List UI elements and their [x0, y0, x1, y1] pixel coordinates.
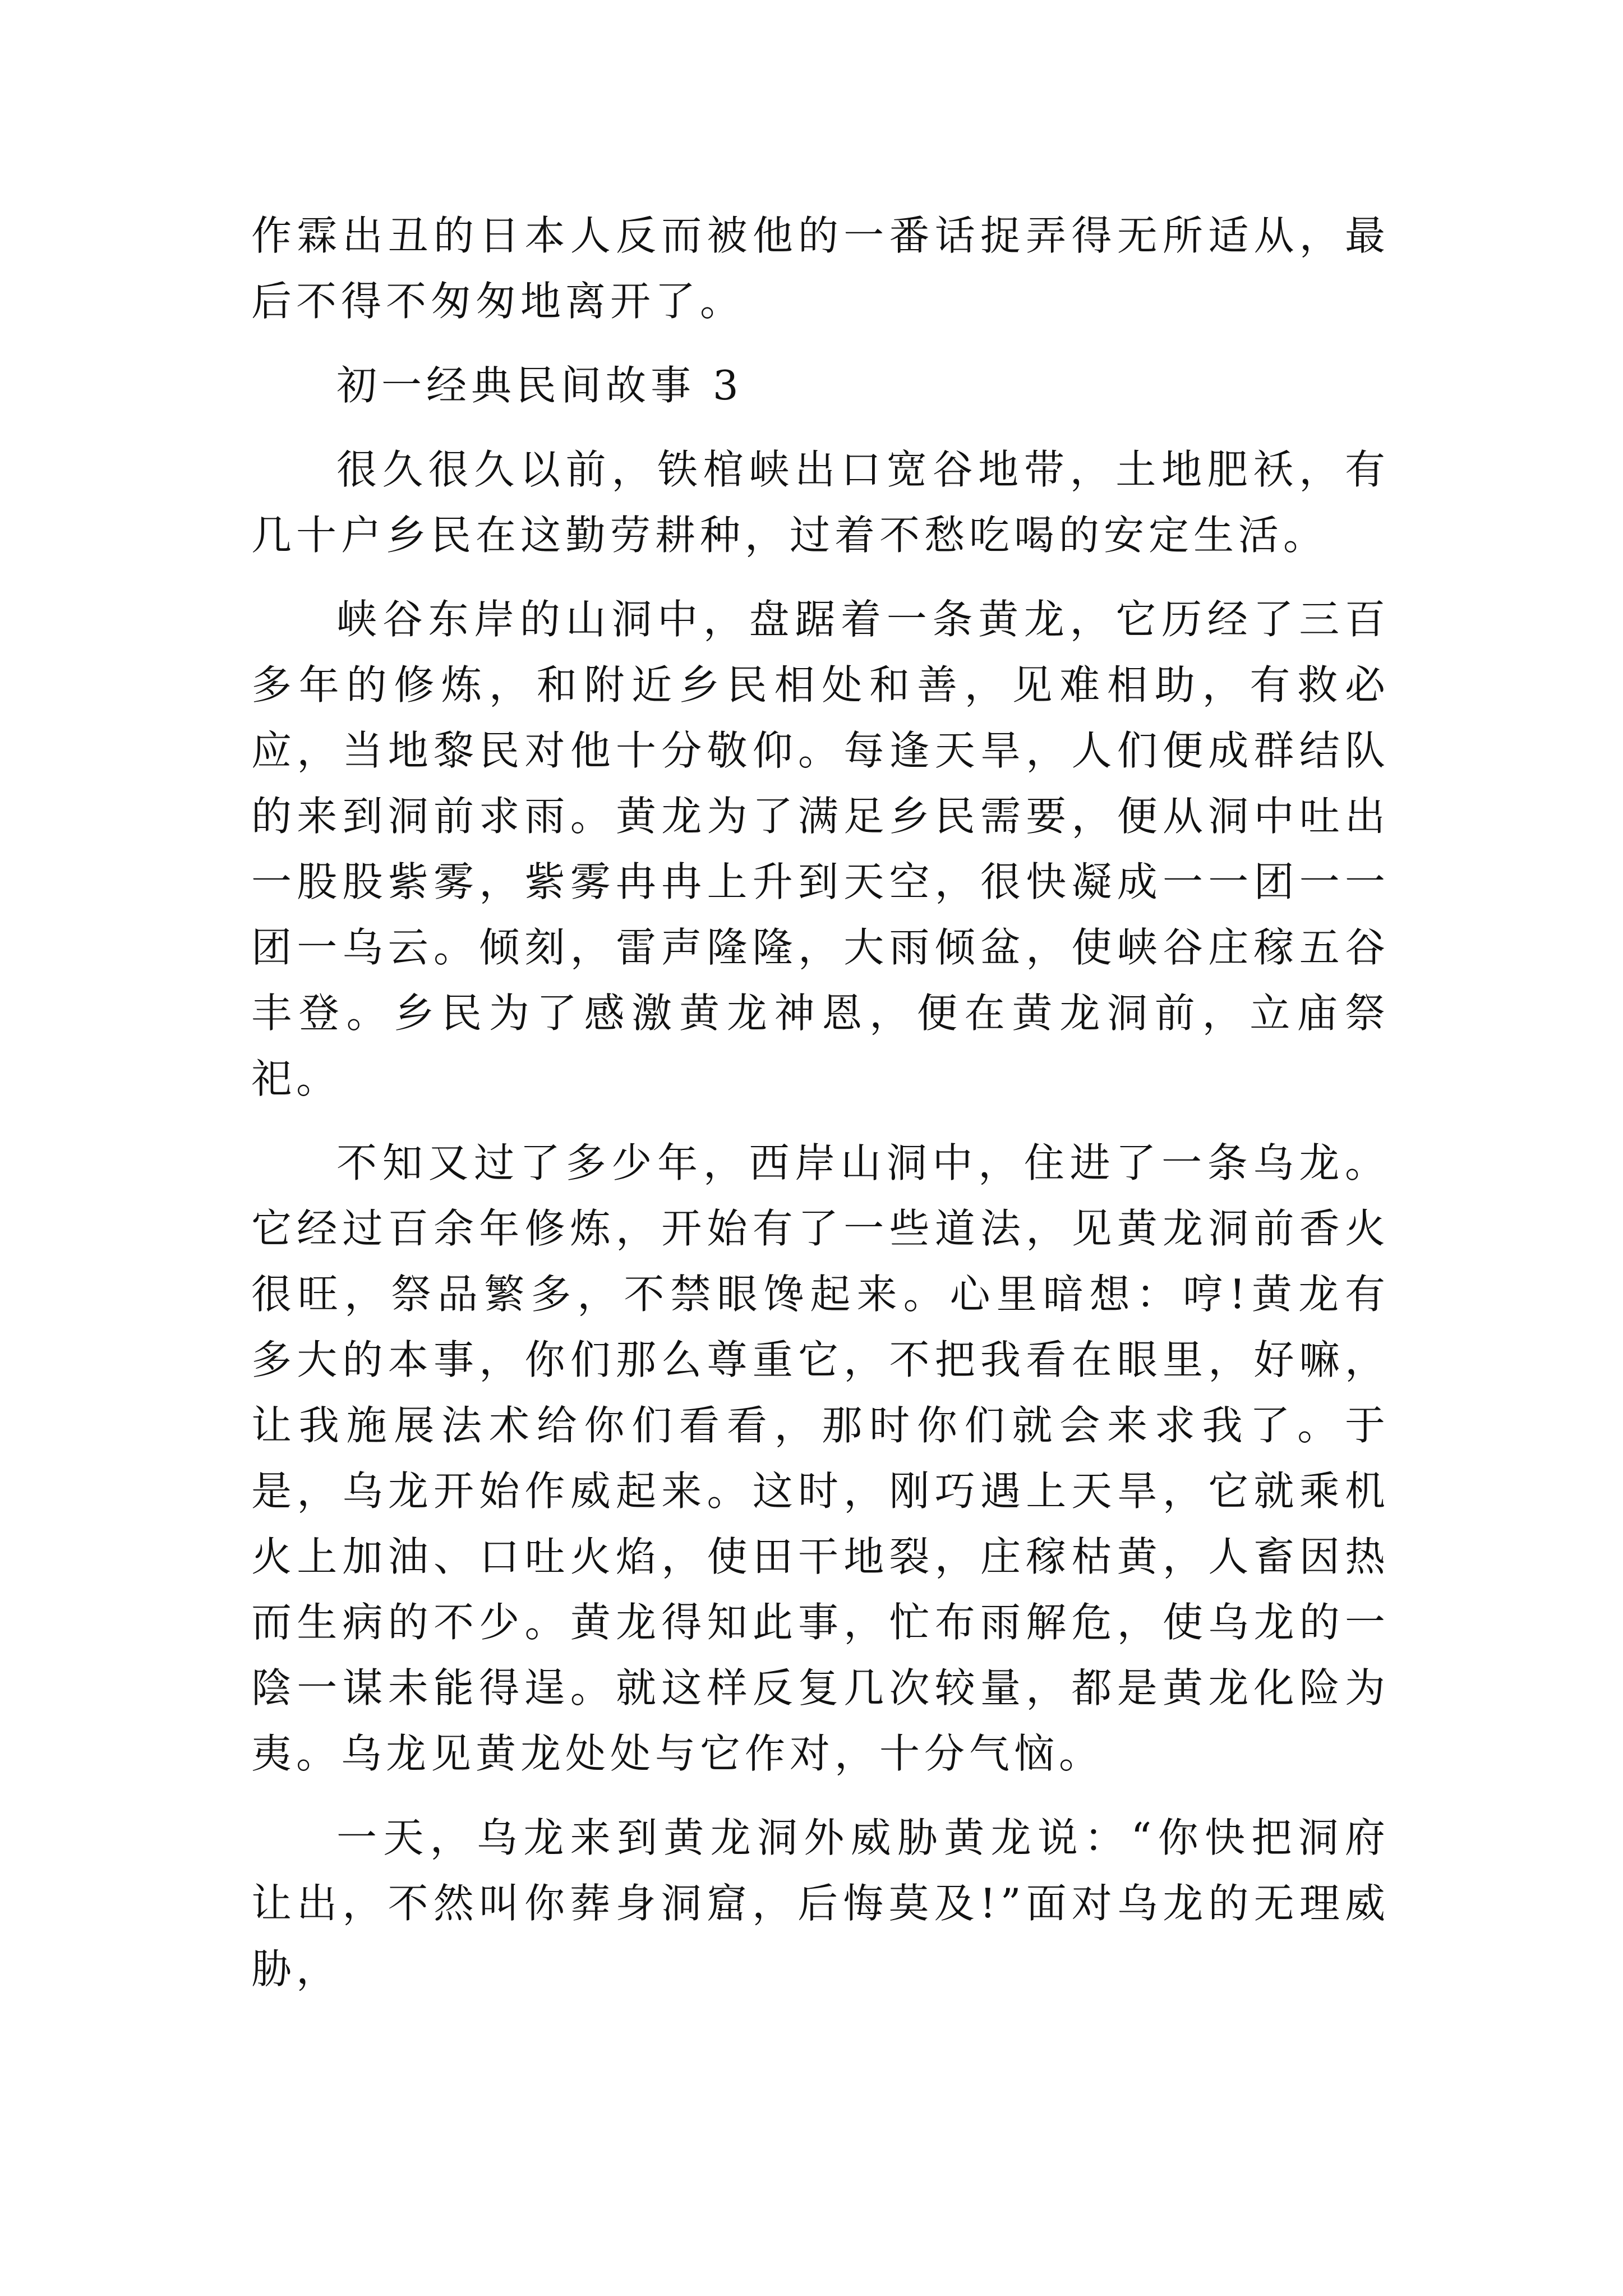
- paragraph: 很久很久以前，铁棺峡出口宽谷地带，土地肥袄，有几十户乡民在这勤劳耕种，过着不愁吃喝的安定生活。: [251, 446, 1390, 559]
- document-body: [251, 203, 1390, 2021]
- paragraph: 作霖出丑的日本人反而被他的一番话捉弄得无所适从，最后不得不匆匆地离开了。: [251, 212, 1390, 325]
- paragraph: 不知又过了多少年，西岸山洞中，住进了一条乌龙。它经过百余年修炼，开始有了一些道法，见黄龙洞前香火很旺，祭品繁多，不禁眼馋起来。心里暗想：哼!黄龙有多大的本事，你们那么尊重它，不把我看在眼里，好嘛，让我施展法术给你们看看，那时你们就会来求我了。于是，乌龙开始作威起来。这时，刚巧遇上天旱，它就乘机火上加油、口吐火焰，使田干地裂，庄稼枯黄，人畜因热而生病的不少。黄龙得知此事，忙布雨解危，使乌龙的一陰一谋未能得逞。就这样反复几次较量，都是黄龙化险为夷。乌龙见黄龙处处与它作对，十分气恼。: [251, 1139, 1390, 1777]
- paragraph: 峡谷东岸的山洞中，盘踞着一条黄龙，它历经了三百多年的修炼，和附近乡民相处和善，见难相助，有救必应，当地黎民对他十分敬仰。每逢天旱，人们便成群结队的来到洞前求雨。黄龙为了满足乡民需要，便从洞中吐出一股股紫雾，紫雾冉冉上升到天空，很快凝成一一团一一团一乌云。倾刻，雷声隆隆，大雨倾盆，使峡谷庄稼五谷丰登。乡民为了感激黄龙神恩，便在黄龙洞前，立庙祭祀。: [251, 596, 1390, 1102]
- story-heading: 初一经典民间故事 3: [336, 362, 743, 409]
- paragraph: 一天，乌龙来到黄龙洞外威胁黄龙说：“你快把洞府让出，不然叫你葬身洞窟，后悔莫及!”面对乌龙的无理威胁，: [251, 1814, 1390, 1993]
